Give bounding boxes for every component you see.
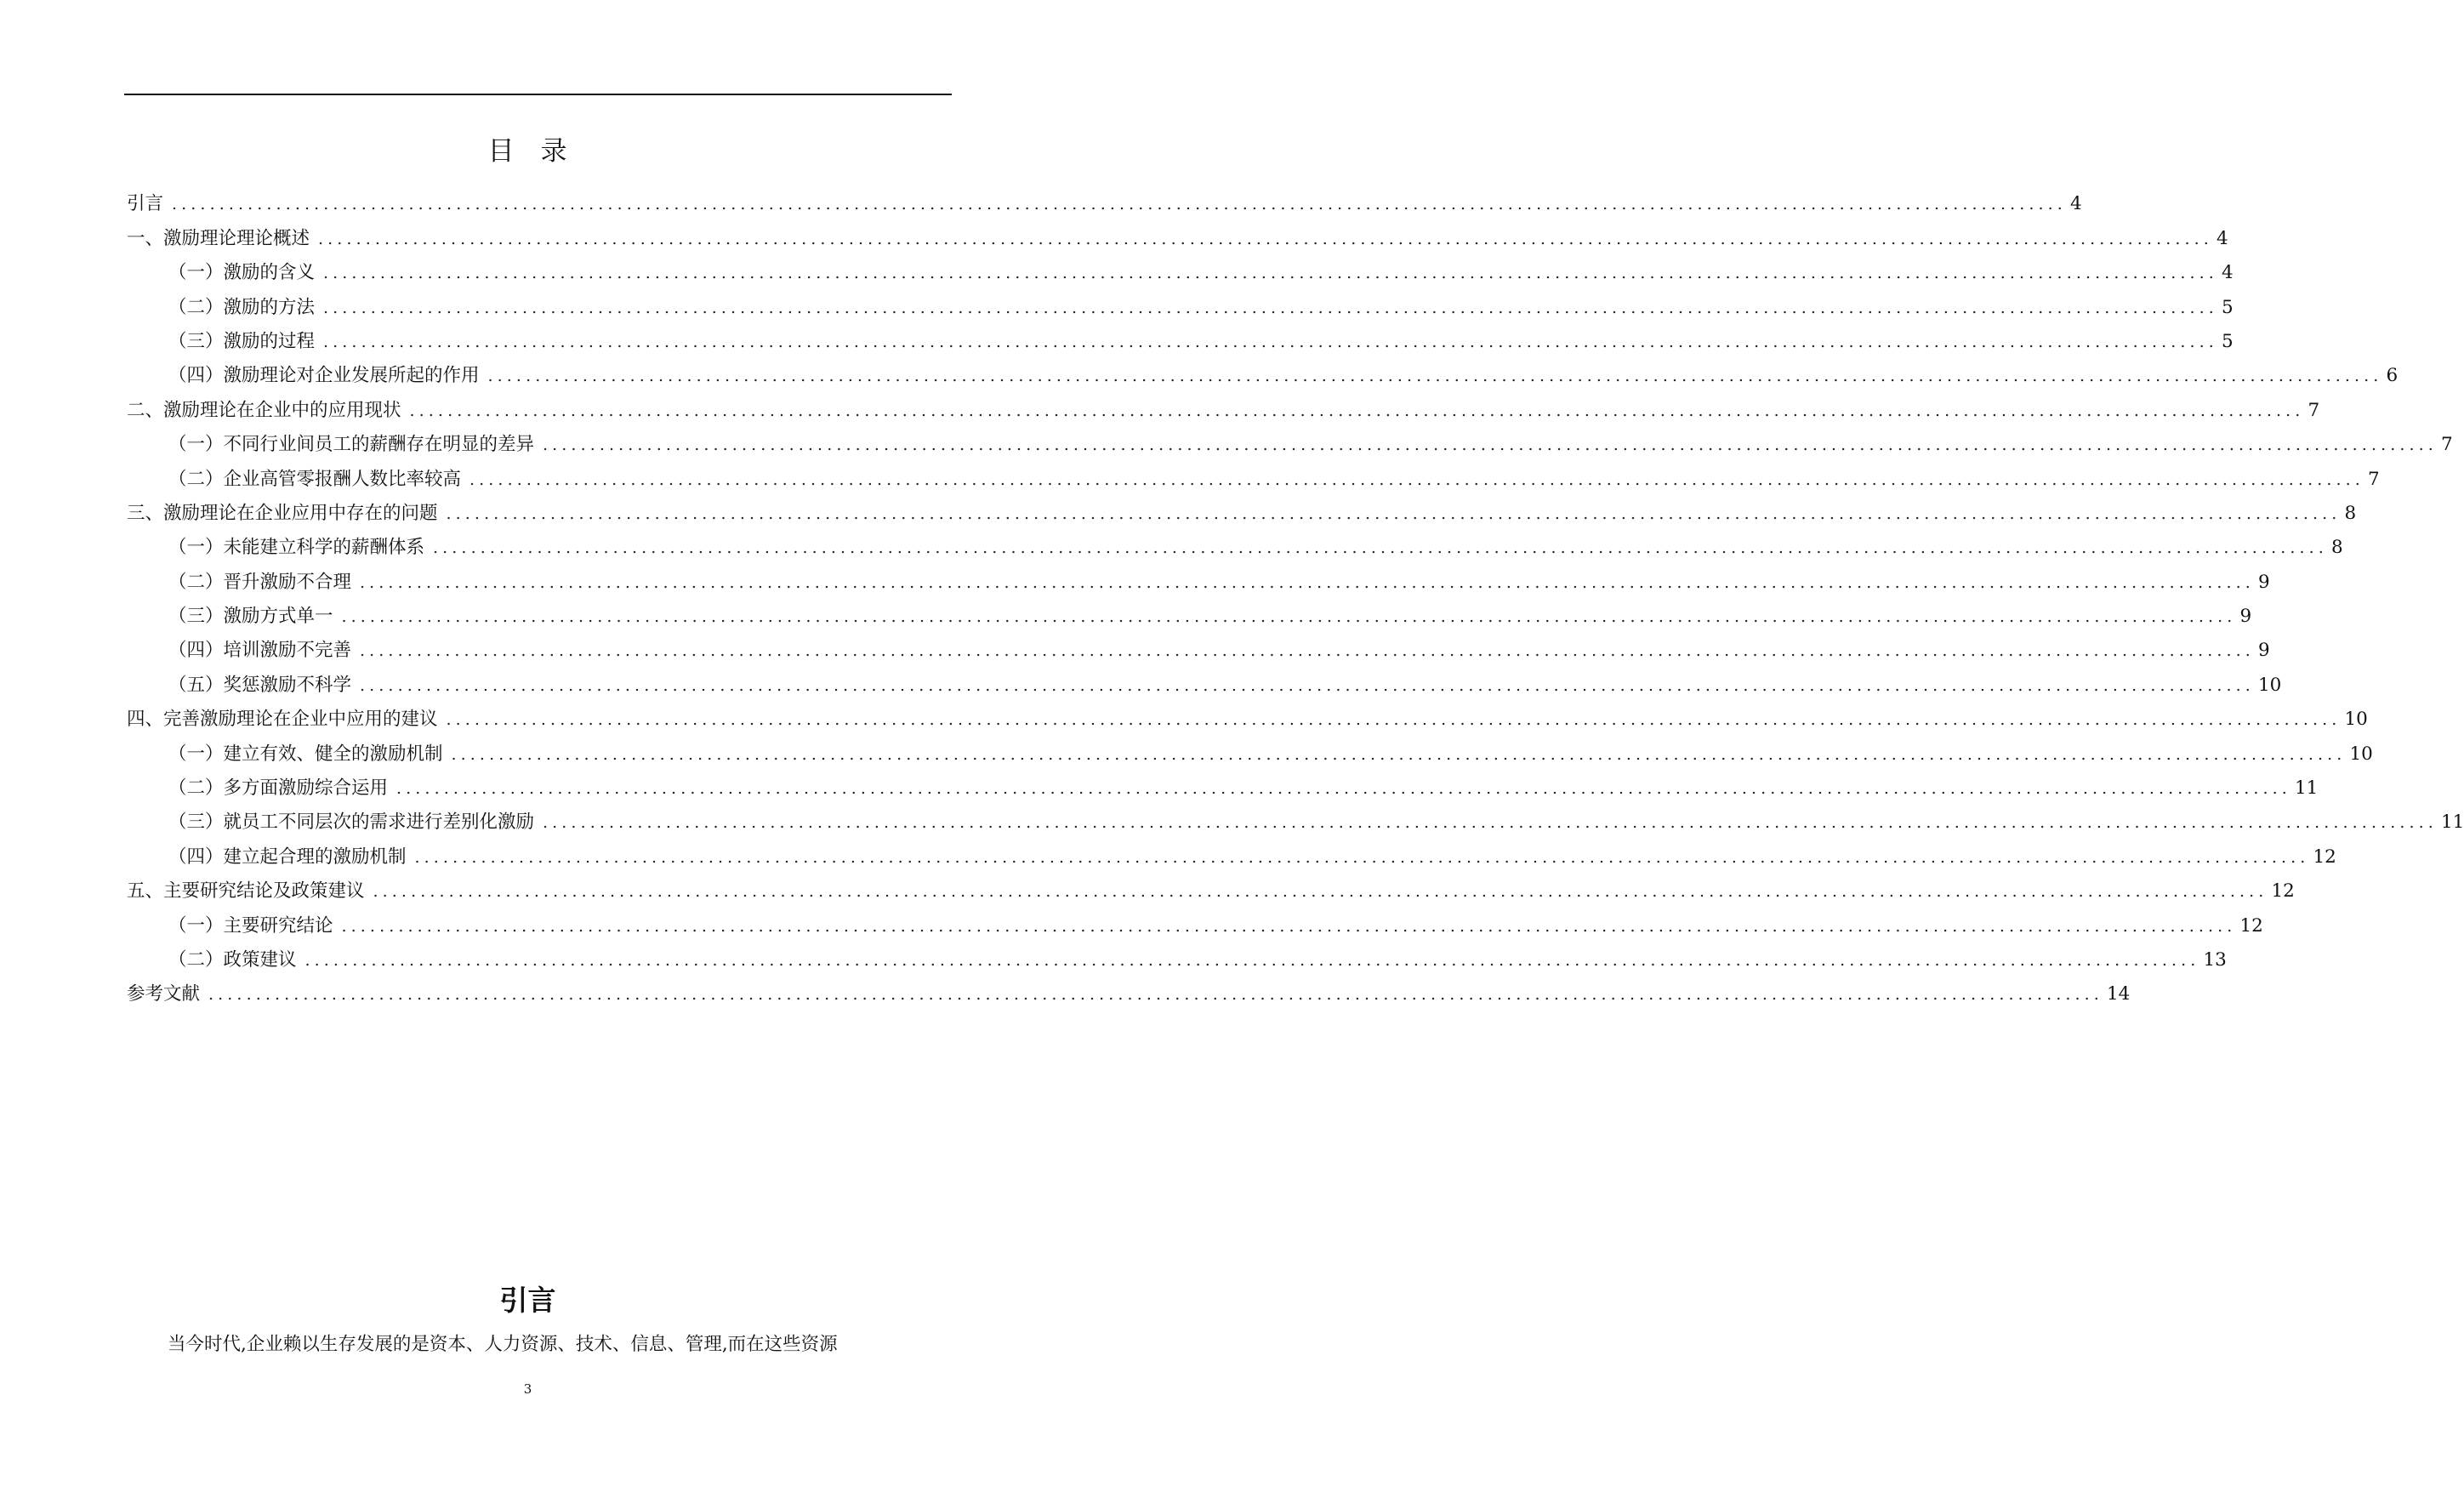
- toc-entry-title: （一）主要研究结论: [168, 914, 333, 937]
- toc-dot-leader: ........................................................................................................................................................................................................: [433, 538, 2328, 558]
- table-of-contents: [127, 183, 2464, 1007]
- toc-entry-page: 11: [2440, 811, 2464, 834]
- header-rule: [124, 94, 952, 95]
- toc-entry[interactable]: [127, 835, 2336, 869]
- toc-title-char: 录: [540, 136, 568, 167]
- toc-entry-title: （三）就员工不同层次的需求进行差别化激励: [168, 811, 535, 834]
- toc-entry[interactable]: [127, 732, 2373, 766]
- toc-entry-title: 五、主要研究结论及政策建议: [127, 880, 365, 903]
- toc-entry-page: 8: [2344, 502, 2357, 524]
- toc-entry-page: 5: [2221, 330, 2234, 352]
- toc-dot-leader: ........................................................................................................................................................................................................: [396, 779, 2291, 799]
- toc-dot-leader: ........................................................................................................................................................................................................: [360, 572, 2255, 592]
- body-paragraph: 当今时代,企业赖以生存发展的是资本、人力资源、技术、信息、管理,而在这些资源: [168, 1334, 838, 1355]
- toc-entry-page: 12: [2313, 846, 2336, 868]
- toc-entry-title: （一）未能建立科学的薪酬体系: [168, 537, 425, 559]
- toc-dot-leader: ........................................................................................................................................................................................................: [323, 298, 2218, 317]
- toc-entry[interactable]: [127, 629, 2270, 663]
- toc-entry-title: （二）激励的方法: [168, 296, 316, 318]
- toc-entry-page: 9: [2257, 571, 2270, 593]
- toc-entry[interactable]: [127, 458, 2380, 492]
- toc-entry-page: 9: [2239, 606, 2252, 628]
- toc-entry[interactable]: [127, 217, 2228, 251]
- toc-entry-page: 10: [2349, 743, 2373, 765]
- section-heading: 引言: [499, 1284, 556, 1317]
- toc-entry[interactable]: [127, 252, 2234, 286]
- toc-entry[interactable]: [127, 286, 2234, 320]
- toc-entry-title: 一、激励理论理论概述: [127, 227, 310, 249]
- toc-entry-title: （四）培训激励不完善: [168, 640, 352, 662]
- toc-dot-leader: ........................................................................................................................................................................................................: [318, 229, 2213, 248]
- toc-entry-title: （二）晋升激励不合理: [168, 571, 352, 593]
- toc-entry-page: 4: [2216, 227, 2228, 249]
- toc-dot-leader: ........................................................................................................................................................................................................: [373, 882, 2268, 902]
- toc-dot-leader: ........................................................................................................................................................................................................: [446, 504, 2342, 523]
- toc-entry-page: 5: [2221, 296, 2234, 318]
- toc-entry-page: 10: [2257, 674, 2282, 696]
- toc-entry[interactable]: [127, 424, 2453, 458]
- toc-dot-leader: ........................................................................................................................................................................................................: [208, 985, 2103, 1005]
- toc-entry-title: （二）多方面激励综合运用: [168, 777, 389, 800]
- toc-entry-title: （三）激励方式单一: [168, 606, 333, 628]
- toc-dot-leader: ........................................................................................................................................................................................................: [451, 744, 2347, 764]
- toc-entry[interactable]: [127, 389, 2320, 423]
- toc-dot-leader: ........................................................................................................................................................................................................: [469, 470, 2364, 489]
- toc-entry[interactable]: [127, 561, 2270, 595]
- toc-entry[interactable]: [127, 973, 2131, 1007]
- toc-entry-title: （四）建立起合理的激励机制: [168, 846, 407, 868]
- toc-dot-leader: ........................................................................................................................................................................................................: [543, 813, 2438, 833]
- toc-entry[interactable]: [127, 698, 2368, 732]
- toc-entry[interactable]: [127, 493, 2357, 527]
- toc-title-char: 目: [487, 136, 515, 167]
- toc-dot-leader: ........................................................................................................................................................................................................: [304, 950, 2200, 970]
- toc-entry-page: 6: [2386, 365, 2399, 387]
- toc-entry-title: （一）激励的含义: [168, 262, 316, 284]
- toc-entry-title: 参考文献: [127, 983, 201, 1005]
- toc-entry[interactable]: [127, 595, 2252, 629]
- toc-entry-title: 四、完善激励理论在企业中应用的建议: [127, 709, 438, 731]
- toc-dot-leader: ........................................................................................................................................................................................................: [487, 367, 2383, 386]
- toc-dot-leader: ........................................................................................................................................................................................................: [360, 675, 2255, 695]
- toc-dot-leader: ........................................................................................................................................................................................................: [409, 401, 2305, 420]
- toc-entry[interactable]: [127, 801, 2464, 835]
- toc-entry-page: 7: [2367, 468, 2380, 490]
- toc-title: [0, 129, 1056, 168]
- toc-entry-title: （一）不同行业间员工的薪酬存在明显的差异: [168, 434, 535, 456]
- toc-entry-page: 12: [2239, 914, 2263, 937]
- toc-dot-leader: ........................................................................................................................................................................................................: [360, 641, 2255, 661]
- toc-entry-page: 12: [2271, 880, 2295, 903]
- toc-entry[interactable]: [127, 321, 2234, 355]
- toc-entry-title: 引言: [127, 193, 164, 215]
- toc-entry-title: （四）激励理论对企业发展所起的作用: [168, 365, 480, 387]
- toc-entry-title: 二、激励理论在企业中的应用现状: [127, 399, 401, 421]
- toc-entry[interactable]: [127, 904, 2263, 938]
- toc-entry-page: 7: [2440, 434, 2453, 456]
- toc-entry-title: （五）奖惩激励不科学: [168, 674, 352, 696]
- toc-entry-title: （二）政策建议: [168, 948, 297, 971]
- toc-entry-page: 13: [2203, 948, 2227, 971]
- toc-entry-page: 9: [2257, 640, 2270, 662]
- toc-dot-leader: ........................................................................................................................................................................................................: [341, 916, 2237, 936]
- toc-entry-title: （三）激励的过程: [168, 330, 316, 352]
- toc-entry-page: 11: [2294, 777, 2319, 800]
- toc-entry-title: （二）企业高管零报酬人数比率较高: [168, 468, 462, 490]
- toc-dot-leader: ........................................................................................................................................................................................................: [341, 607, 2237, 627]
- toc-entry[interactable]: [127, 183, 2082, 217]
- toc-entry[interactable]: [127, 870, 2295, 904]
- toc-entry-page: 7: [2308, 399, 2320, 421]
- page-number: 3: [523, 1381, 532, 1397]
- toc-entry-title: 三、激励理论在企业应用中存在的问题: [127, 502, 438, 524]
- toc-entry[interactable]: [127, 767, 2319, 801]
- toc-entry-title: （一）建立有效、健全的激励机制: [168, 743, 443, 765]
- toc-dot-leader: ........................................................................................................................................................................................................: [323, 264, 2218, 283]
- toc-entry[interactable]: [127, 527, 2343, 561]
- toc-entry[interactable]: [127, 939, 2227, 973]
- toc-entry-page: 8: [2330, 537, 2343, 559]
- toc-entry-page: 4: [2221, 262, 2234, 284]
- toc-entry[interactable]: [127, 355, 2399, 389]
- toc-dot-leader: ........................................................................................................................................................................................................: [323, 332, 2218, 351]
- toc-entry-page: 4: [2069, 193, 2082, 215]
- toc-dot-leader: ........................................................................................................................................................................................................: [172, 195, 2067, 214]
- toc-entry[interactable]: [127, 663, 2282, 698]
- toc-dot-leader: ........................................................................................................................................................................................................: [446, 710, 2342, 730]
- toc-entry-page: 14: [2106, 983, 2131, 1005]
- toc-dot-leader: ........................................................................................................................................................................................................: [414, 847, 2310, 867]
- toc-dot-leader: ........................................................................................................................................................................................................: [543, 436, 2438, 455]
- toc-entry-page: 10: [2344, 709, 2368, 731]
